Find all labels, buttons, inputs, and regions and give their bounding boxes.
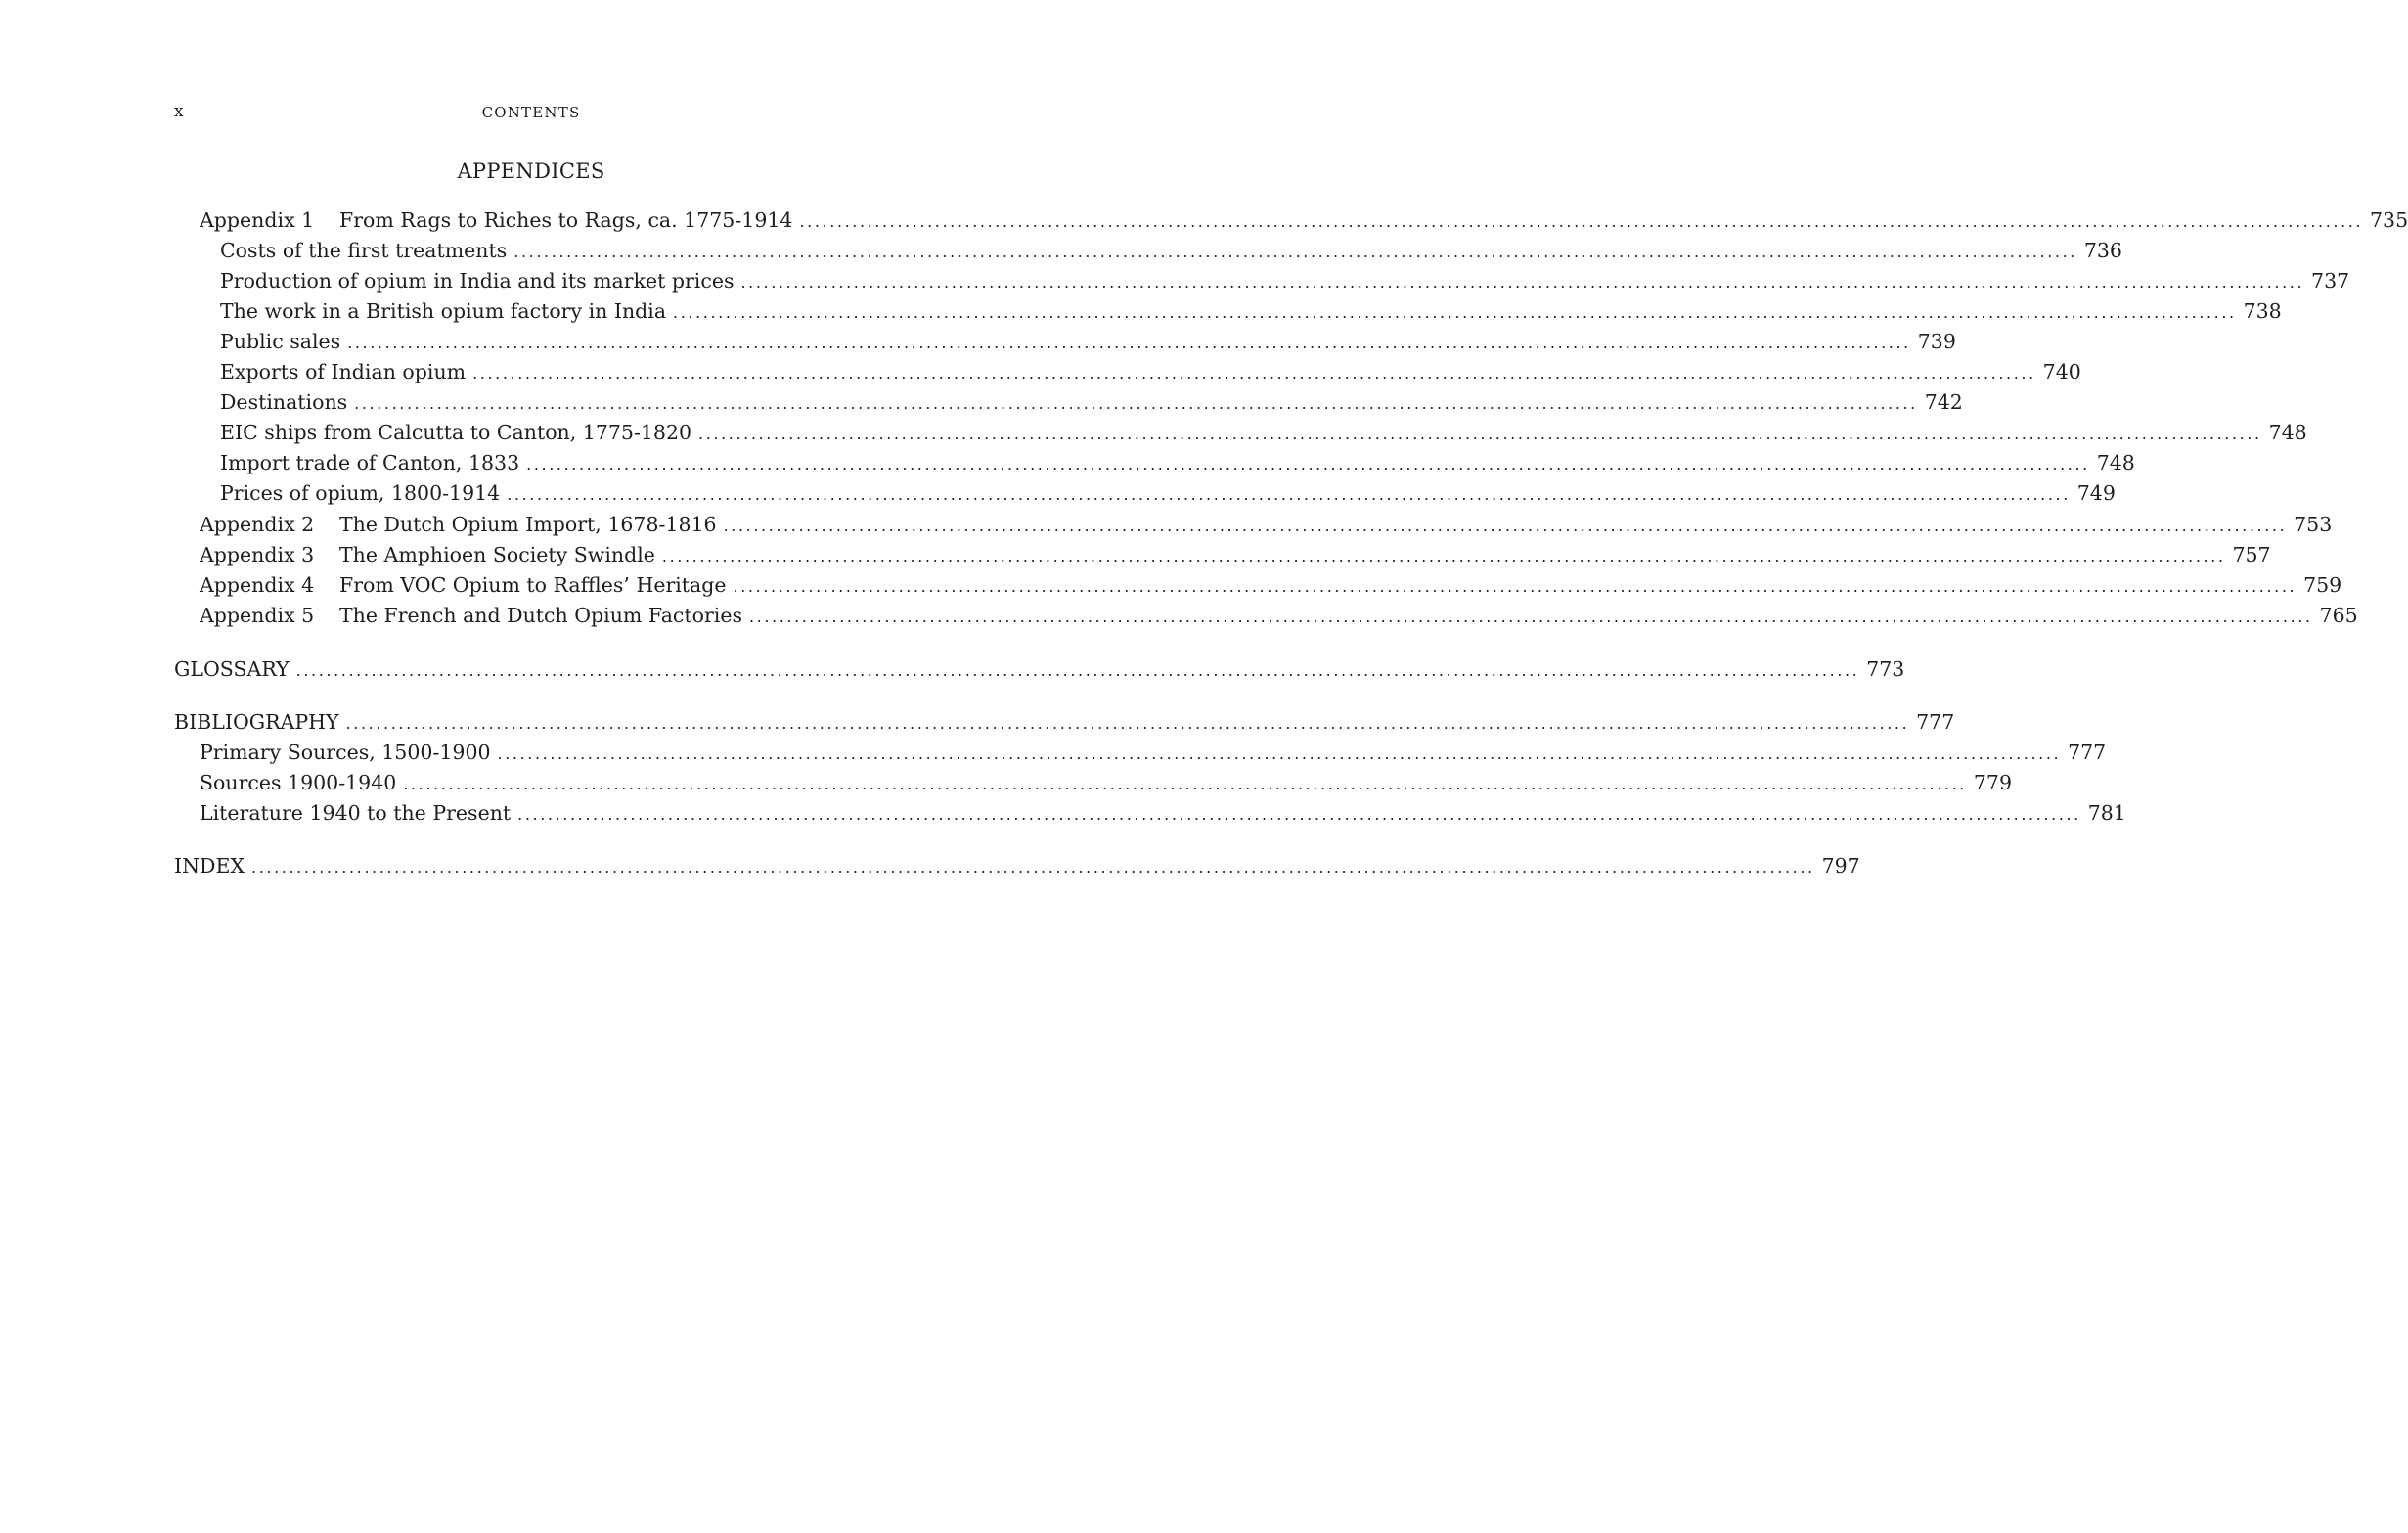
toc-page-number: 736 <box>2083 239 2122 262</box>
toc-page-number: 749 <box>2076 481 2116 505</box>
appendix-label: Appendix 2 <box>200 513 315 536</box>
toc-subentry[interactable] <box>220 478 2116 508</box>
toc-page-number: 740 <box>2042 360 2081 383</box>
dot-leader: ................................................................................................................................................................................................................ <box>295 661 1860 680</box>
toc-entry-appendix-5[interactable] <box>200 601 2358 630</box>
toc-page-number: 781 <box>2087 801 2126 825</box>
toc-entry-title: Import trade of Canton, 1833 <box>220 451 520 474</box>
toc-page-number: 738 <box>2243 299 2282 323</box>
toc-subentry[interactable] <box>200 768 2012 797</box>
dot-leader: ................................................................................................................................................................................................................ <box>347 334 1911 352</box>
toc-subentry[interactable] <box>220 448 2135 477</box>
toc-entry-title: The Amphioen Society Swindle <box>339 543 655 566</box>
toc-entry-title: Costs of the first treatments <box>220 239 508 262</box>
dot-leader: ................................................................................................................................................................................................................ <box>740 273 2305 292</box>
dot-leader: ................................................................................................................................................................................................................ <box>661 547 2226 565</box>
toc-entry-appendix-3[interactable] <box>200 540 2271 569</box>
toc-entry-title: The Dutch Opium Import, 1678-1816 <box>339 513 717 536</box>
dot-leader: ................................................................................................................................................................................................................ <box>497 744 2062 763</box>
appendix-label: Appendix 1 <box>200 208 315 232</box>
toc-entry-title: The work in a British opium factory in India <box>220 299 667 323</box>
toc-entry-title: Sources 1900-1940 <box>200 771 397 794</box>
toc-page-number: 777 <box>1916 710 1955 734</box>
toc-entry-title: Exports of Indian opium <box>220 360 467 383</box>
toc-entry-title: INDEX <box>174 854 245 878</box>
toc-page-number: 777 <box>2068 741 2107 764</box>
appendix-label: Appendix 4 <box>200 573 315 597</box>
toc-entry-title: Literature 1940 to the Present <box>200 801 512 825</box>
toc-page-number: 759 <box>2303 573 2342 597</box>
running-title: CONTENTS <box>481 104 581 121</box>
toc-page-number: 735 <box>2370 208 2408 232</box>
dot-leader: ................................................................................................................................................................................................................ <box>517 805 2081 824</box>
toc-entry-bibliography[interactable] <box>174 707 1955 737</box>
toc-subentry[interactable] <box>220 387 1963 417</box>
toc-entry-title: Destinations <box>220 390 348 414</box>
toc-entry-title: Primary Sources, 1500-1900 <box>200 741 491 764</box>
toc-entry-title: GLOSSARY <box>174 657 290 681</box>
toc-subentry[interactable] <box>220 236 2122 265</box>
appendix-label: Appendix 3 <box>200 543 315 566</box>
toc-entry-title: Production of opium in India and its market prices <box>220 269 735 293</box>
dot-leader: ................................................................................................................................................................................................................ <box>799 212 2364 231</box>
dot-leader: ................................................................................................................................................................................................................ <box>472 364 2036 383</box>
dot-leader: ................................................................................................................................................................................................................ <box>403 775 1967 793</box>
dot-leader: ................................................................................................................................................................................................................ <box>673 303 2237 322</box>
dot-leader: ................................................................................................................................................................................................................ <box>526 455 2090 473</box>
toc-page-number: 748 <box>2268 421 2307 444</box>
toc-subentry[interactable] <box>220 296 2282 326</box>
toc-page-number: 739 <box>1917 330 1956 353</box>
section-heading-appendices: APPENDICES <box>457 159 605 183</box>
dot-leader: ................................................................................................................................................................................................................ <box>513 243 2077 261</box>
dot-leader: ................................................................................................................................................................................................................ <box>354 394 1918 413</box>
toc-page-number: 742 <box>1924 390 1963 414</box>
dot-leader: ................................................................................................................................................................................................................ <box>345 714 1910 733</box>
toc-entry-title: The French and Dutch Opium Factories <box>339 604 742 627</box>
appendix-label: Appendix 5 <box>200 604 315 627</box>
dot-leader: ................................................................................................................................................................................................................ <box>749 608 2313 626</box>
toc-entry-title: BIBLIOGRAPHY <box>174 710 339 734</box>
toc-entry-index[interactable] <box>174 851 1860 880</box>
toc-page-number: 753 <box>2294 513 2333 536</box>
dot-leader: ................................................................................................................................................................................................................ <box>507 485 2071 504</box>
toc-page-number: 757 <box>2232 543 2271 566</box>
toc-page-number: 779 <box>1973 771 2012 794</box>
toc-entry-appendix-4[interactable] <box>200 570 2342 600</box>
page-number: x <box>174 102 185 121</box>
toc-entry-title: Public sales <box>220 330 341 353</box>
toc-subentry[interactable] <box>220 266 2350 295</box>
toc-entry-title: Prices of opium, 1800-1914 <box>220 481 501 505</box>
toc-entry-appendix-2[interactable] <box>200 510 2333 539</box>
toc-entry-glossary[interactable] <box>174 654 1905 684</box>
toc-page-number: 797 <box>1821 854 1860 878</box>
dot-leader: ................................................................................................................................................................................................................ <box>733 577 2297 596</box>
dot-leader: ................................................................................................................................................................................................................ <box>698 425 2262 443</box>
toc-entry-title: From VOC Opium to Raffles’ Heritage <box>339 573 727 597</box>
running-head <box>174 102 888 127</box>
dot-leader: ................................................................................................................................................................................................................ <box>251 858 1815 877</box>
toc-page-number: 765 <box>2319 604 2358 627</box>
toc-page-number: 748 <box>2096 451 2135 474</box>
dot-leader: ................................................................................................................................................................................................................ <box>723 517 2288 535</box>
toc-entry-title: EIC ships from Calcutta to Canton, 1775-1820 <box>220 421 692 444</box>
toc-subentry[interactable] <box>220 418 2307 447</box>
toc-subentry[interactable] <box>200 738 2107 767</box>
toc-page-number: 737 <box>2311 269 2350 293</box>
toc-subentry[interactable] <box>200 798 2126 828</box>
toc-subentry[interactable] <box>220 327 1956 356</box>
toc-entry-title: From Rags to Riches to Rags, ca. 1775-1914 <box>339 208 793 232</box>
toc-page-number: 773 <box>1866 657 1905 681</box>
toc-subentry[interactable] <box>220 357 2081 386</box>
toc-entry-appendix-1[interactable] <box>200 205 2408 235</box>
